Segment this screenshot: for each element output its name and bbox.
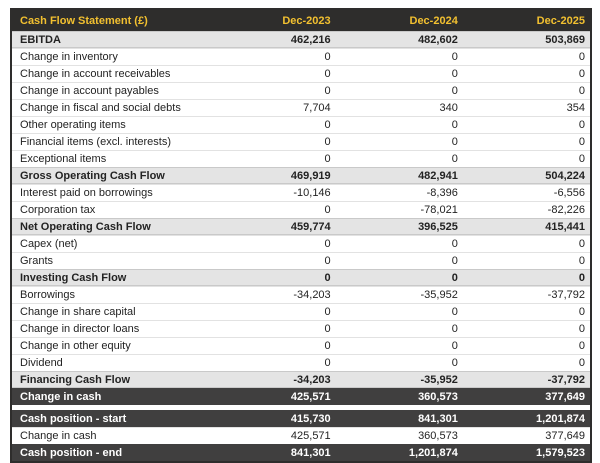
row-label: Change in share capital (20, 306, 136, 318)
cell-dec-2023: 0 (324, 119, 331, 131)
cell-dec-2023: 0 (324, 271, 331, 284)
table-row (12, 286, 590, 303)
cell-dec-2025: 0 (578, 323, 585, 335)
cell-dec-2025: -37,792 (547, 373, 585, 386)
cell-dec-2023: 425,571 (290, 390, 331, 403)
cell-dec-2025: 415,441 (545, 220, 585, 233)
table-row (12, 133, 590, 150)
cell-dec-2024: 0 (451, 119, 458, 131)
cell-dec-2025: 0 (578, 136, 585, 148)
cell-dec-2023: 7,704 (303, 102, 331, 114)
table-row (12, 31, 590, 48)
cell-dec-2023: -34,203 (293, 373, 331, 386)
cell-dec-2025: 0 (578, 306, 585, 318)
cell-dec-2023: -34,203 (293, 289, 331, 301)
cell-dec-2024: 0 (451, 136, 458, 148)
cell-dec-2023: 0 (324, 357, 331, 369)
cell-dec-2025: 354 (566, 102, 585, 114)
cell-dec-2025: 377,649 (545, 390, 585, 403)
cell-dec-2024: -78,021 (420, 204, 458, 216)
table-row (12, 167, 590, 184)
cell-dec-2025: 0 (578, 51, 585, 63)
cell-dec-2024: 396,525 (418, 220, 458, 233)
cell-dec-2025: 0 (578, 357, 585, 369)
cell-dec-2023: -10,146 (293, 187, 331, 199)
cell-dec-2025: 504,224 (545, 169, 585, 182)
row-label: Change in inventory (20, 51, 118, 63)
cell-dec-2023: 0 (324, 68, 331, 80)
cell-dec-2025: 0 (578, 119, 585, 131)
cell-dec-2025: 0 (578, 85, 585, 97)
cell-dec-2023: 469,919 (290, 169, 331, 182)
cell-dec-2025: 377,649 (545, 430, 585, 442)
table-row (12, 218, 590, 235)
table-body (12, 31, 590, 461)
row-label: Change in account receivables (20, 68, 171, 80)
table-row (12, 201, 590, 218)
cell-dec-2025: -37,792 (547, 289, 585, 301)
row-label: Corporation tax (20, 204, 96, 216)
row-label: Investing Cash Flow (20, 271, 127, 284)
table-row (12, 235, 590, 252)
cell-dec-2024: -35,952 (420, 373, 458, 386)
cell-dec-2024: 482,941 (418, 169, 458, 182)
column-header: Dec-2024 (409, 14, 458, 27)
row-label: Change in account payables (20, 85, 159, 97)
row-label: Net Operating Cash Flow (20, 220, 151, 233)
cell-dec-2025: -6,556 (553, 187, 585, 199)
table-row (12, 354, 590, 371)
table-row (12, 269, 590, 286)
cell-dec-2025: 0 (578, 271, 585, 284)
cell-dec-2024: 0 (451, 51, 458, 63)
cell-dec-2025: 0 (578, 153, 585, 165)
table-row (12, 427, 590, 444)
cell-dec-2023: 462,216 (290, 33, 331, 46)
cell-dec-2024: 360,573 (418, 390, 458, 403)
cell-dec-2023: 0 (324, 323, 331, 335)
cell-dec-2024: 0 (451, 271, 458, 284)
row-label: Grants (20, 255, 54, 267)
cell-dec-2025: 0 (578, 340, 585, 352)
cell-dec-2024: 482,602 (418, 33, 458, 46)
table-row (12, 48, 590, 65)
table-row (12, 444, 590, 461)
table-row (12, 150, 590, 167)
cell-dec-2023: 0 (324, 136, 331, 148)
cell-dec-2024: 0 (451, 68, 458, 80)
cash-flow-statement-table (10, 8, 592, 463)
cell-dec-2025: 503,869 (545, 33, 585, 46)
row-label: Capex (net) (20, 238, 78, 250)
cell-dec-2024: 340 (439, 102, 458, 114)
column-header: Dec-2023 (282, 14, 331, 27)
cell-dec-2024: 0 (451, 357, 458, 369)
row-label: Cash position - start (20, 412, 127, 425)
cell-dec-2024: 0 (451, 306, 458, 318)
table-row (12, 99, 590, 116)
cell-dec-2024: 360,573 (418, 430, 458, 442)
cell-dec-2023: 841,301 (290, 446, 331, 459)
row-label: Gross Operating Cash Flow (20, 169, 165, 182)
cell-dec-2023: 425,571 (290, 430, 331, 442)
cell-dec-2024: -8,396 (426, 187, 458, 199)
cell-dec-2023: 0 (324, 238, 331, 250)
column-header: Dec-2025 (536, 14, 585, 27)
table-row (12, 371, 590, 388)
cell-dec-2023: 0 (324, 51, 331, 63)
row-label: Interest paid on borrowings (20, 187, 153, 199)
row-label: Change in director loans (20, 323, 140, 335)
table-row (12, 303, 590, 320)
table-row (12, 116, 590, 133)
row-label: Other operating items (20, 119, 126, 131)
table-row (12, 184, 590, 201)
row-label: Financial items (excl. interests) (20, 136, 171, 148)
cell-dec-2024: 1,201,874 (408, 446, 458, 459)
cell-dec-2024: 841,301 (418, 412, 458, 425)
cell-dec-2023: 0 (324, 255, 331, 267)
cell-dec-2024: 0 (451, 85, 458, 97)
cell-dec-2025: -82,226 (547, 204, 585, 216)
cell-dec-2025: 1,579,523 (536, 446, 585, 459)
cell-dec-2023: 0 (324, 85, 331, 97)
cell-dec-2024: 0 (451, 340, 458, 352)
cell-dec-2025: 0 (578, 238, 585, 250)
row-label: Borrowings (20, 289, 76, 301)
cell-dec-2025: 0 (578, 68, 585, 80)
cell-dec-2025: 1,201,874 (536, 412, 585, 425)
row-label: Dividend (20, 357, 63, 369)
cell-dec-2023: 0 (324, 153, 331, 165)
table-title: Cash Flow Statement (£) (20, 14, 148, 27)
table-header-row (12, 10, 590, 31)
table-row (12, 410, 590, 427)
cell-dec-2023: 0 (324, 306, 331, 318)
row-label: Exceptional items (20, 153, 107, 165)
row-label: Change in cash (20, 390, 102, 403)
table-row (12, 320, 590, 337)
cell-dec-2023: 415,730 (290, 412, 331, 425)
row-label: Financing Cash Flow (20, 373, 131, 386)
table-row (12, 337, 590, 354)
cell-dec-2024: -35,952 (420, 289, 458, 301)
cell-dec-2024: 0 (451, 323, 458, 335)
cell-dec-2024: 0 (451, 153, 458, 165)
table-row (12, 388, 590, 405)
cell-dec-2023: 0 (324, 204, 331, 216)
table-row (12, 65, 590, 82)
cell-dec-2024: 0 (451, 255, 458, 267)
row-label: Cash position - end (20, 446, 123, 459)
table-row (12, 82, 590, 99)
cell-dec-2025: 0 (578, 255, 585, 267)
cell-dec-2023: 459,774 (290, 220, 331, 233)
table-row (12, 252, 590, 269)
row-label: Change in fiscal and social debts (20, 102, 181, 114)
cell-dec-2023: 0 (324, 340, 331, 352)
cell-dec-2024: 0 (451, 238, 458, 250)
row-label: Change in cash (20, 430, 97, 442)
row-label: Change in other equity (20, 340, 131, 352)
row-label: EBITDA (20, 33, 61, 46)
